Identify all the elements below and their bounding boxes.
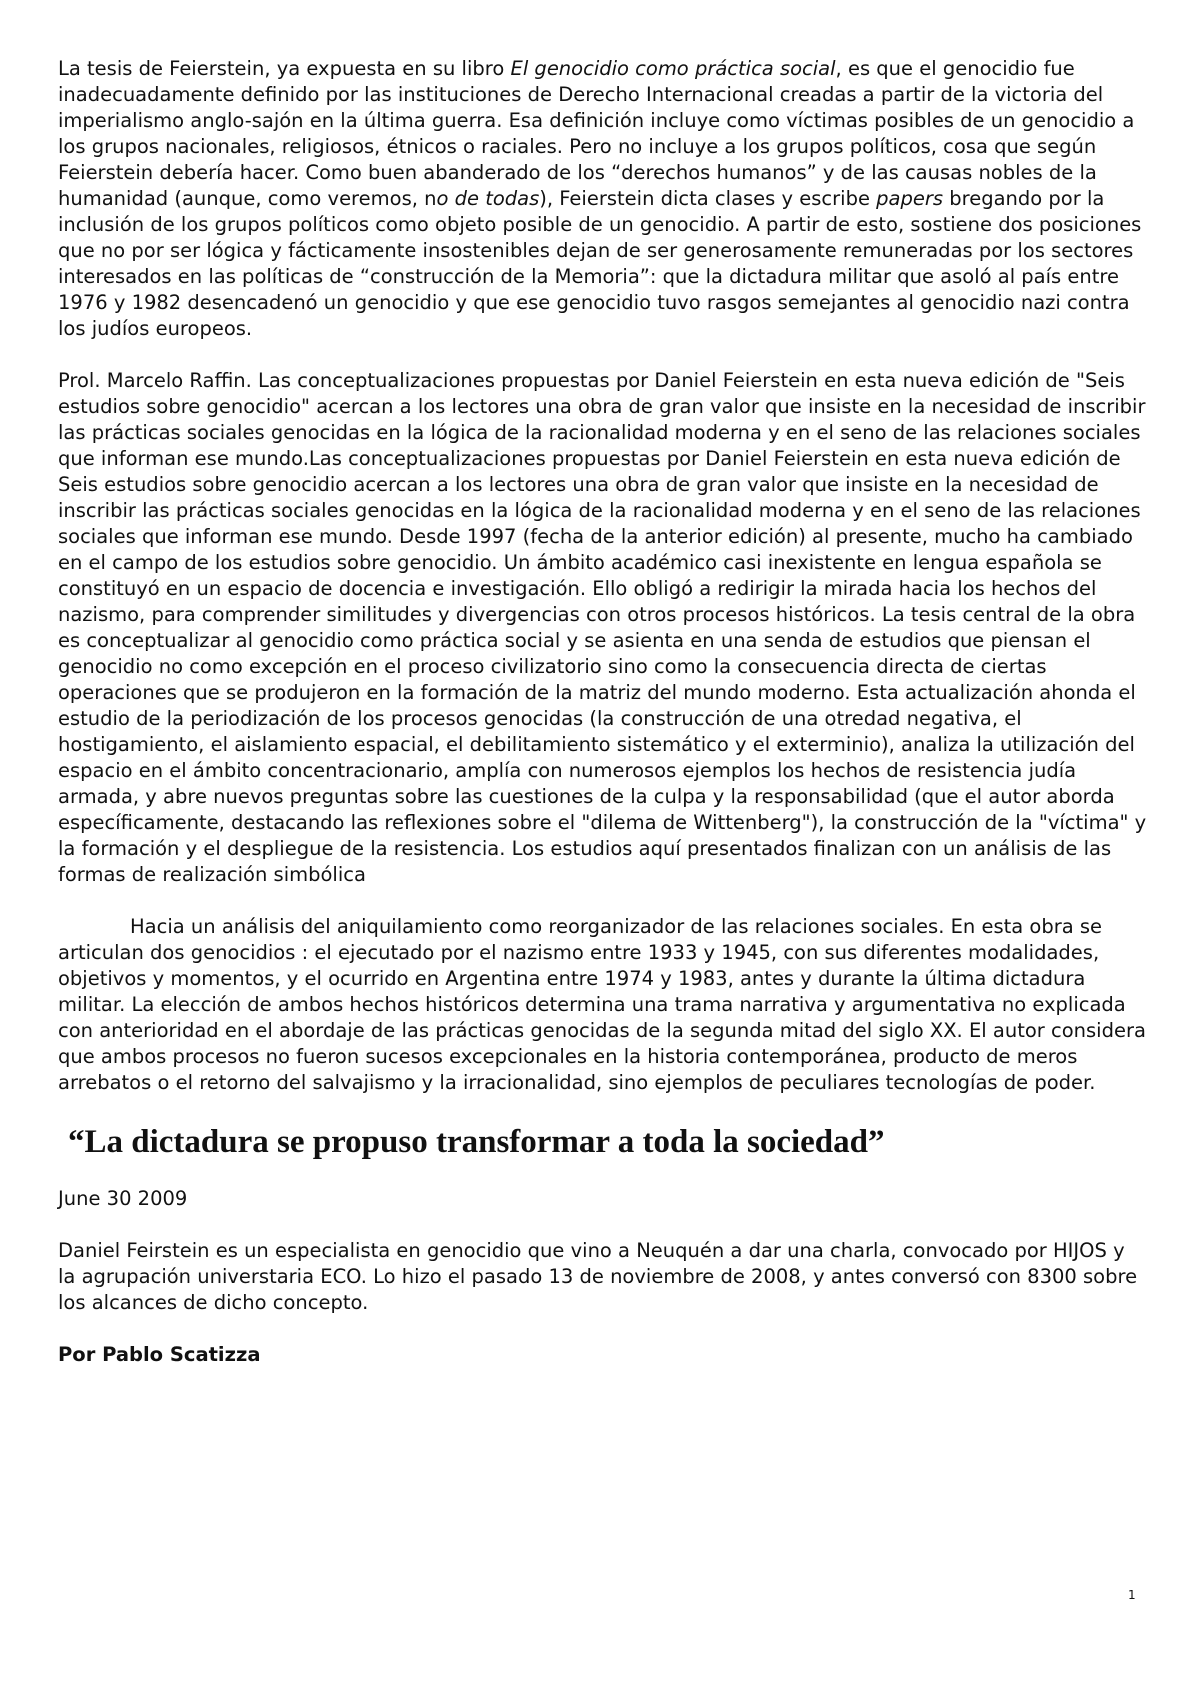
text-run: La tesis de Feierstein, ya expuesta en su libro xyxy=(58,57,511,80)
paragraph-annihilation: Hacia un análisis del aniquilamiento como reorganizador de las relaciones sociales. En esta obra se articulan dos genocidios : el ejecutado por el nazismo entre 1933 y 1945, con sus diferentes modalidades, objetivos y momentos, y el ocurrido en Argentina entre 1974 y 1983, antes y durante la última dictadura militar. La elección de ambos hechos históricos determina una trama narrativa y argumentativa no explicada con anterioridad en el abordaje de las prácticas genocidas de la segunda mitad del siglo XX. El autor considera que ambos procesos no fueron sucesos excepcionales en la historia contemporánea, producto de meros arrebatos o el retorno del salvajismo y la irracionalidad, sino ejemplos de peculiares tecnologías de poder. xyxy=(58,915,1146,1094)
text-run: , es que el genocidio fue inadecuadamente definido por las instituciones de Derecho Internacional creadas a partir de la victoria del imperialismo anglo-sajón en la última guerra. Esa definición incluye como víctimas posibles de un genocidio a los grupos nacionales, religiosos, étnicos o raciales. Pero no incluye a los grupos políticos, cosa que según Feierstein debería hacer. Como buen abanderado de los “derechos humanos” y de las causas nobles de la humanidad (aunque, como veremos, n xyxy=(58,57,1135,210)
emphasis-text: o de todas xyxy=(436,187,540,210)
text-run: ), Feierstein dicta clases y escribe xyxy=(539,187,877,210)
paragraph-prologue: Prol. Marcelo Raffin. Las conceptualizaciones propuestas por Daniel Feierstein en esta nueva edición de "Seis estudios sobre genocidio" acercan a los lectores una obra de gran valor que insiste en la necesidad de inscribir las prácticas sociales genocidas en la lógica de la racionalidad moderna y en el seno de las relaciones sociales que informan ese mundo.Las conceptualizaciones propuestas por Daniel Feierstein en esta nueva edición de Seis estudios sobre genocidio acercan a los lectores una obra de gran valor que insiste en la necesidad de inscribir las prácticas sociales genocidas en la lógica de la racionalidad moderna y en el seno de las relaciones sociales que informan ese mundo. Desde 1997 (fecha de la anterior edición) al presente, mucho ha cambiado en el campo de los estudios sobre genocidio. Un ámbito académico casi inexistente en lengua española se constituyó en un espacio de docencia e investigación. Ello obligó a redirigir la mirada hacia los hechos del nazismo, para comprender similitudes y divergencias con otros procesos históricos. La tesis central de la obra es conceptualizar al genocidio como práctica social y se asienta en una senda de estudios que piensan el genocidio no como excepción en el proceso civilizatorio sino como la consecuencia directa de ciertas operaciones que se produjeron en la formación de la matriz del mundo moderno. Esta actualización ahonda el estudio de la periodización de los procesos genocidas (la construcción de una otredad negativa, el hostigamiento, el aislamiento espacial, el debilitamiento sistemático y el exterminio), analiza la utilización del espacio en el ámbito concentracionario, amplía con numerosos ejemplos los hechos de resistencia judía armada, y abre nuevos preguntas sobre las cuestiones de la culpa y la responsabilidad (que el autor aborda específicamente, destacando las reflexiones sobre el "dilema de Wittenberg"), la construcción de la "víctima" y la formación y el despliegue de la resistencia. Los estudios aquí presentados finalizan con un análisis de las formas de realización simbólica xyxy=(58,369,1147,886)
text-run: bregando por la inclusión de los grupos políticos como objeto posible de un genocidio. A partir de esto, sostiene dos posiciones que no por ser lógica y fácticamente insostenibles dejan de ser generosamente remuneradas por los sectores interesados en las políticas de “construcción de la Memoria”: que la dictadura militar que asoló al país entre 1976 y 1982 desencadenó un genocidio y que ese genocidio tuvo rasgos semejantes al genocidio nazi contra los judíos europeos. xyxy=(58,187,1142,340)
emphasis-papers: papers xyxy=(876,187,944,210)
paragraph-feierstein-thesis xyxy=(58,56,1148,342)
article-heading: “La dictadura se propuso transformar a toda la sociedad” xyxy=(68,1124,885,1160)
author-byline: Por Pablo Scatizza xyxy=(58,1343,261,1366)
page-number: 1 xyxy=(1128,1588,1136,1602)
paragraph-intro: Daniel Feirstein es un especialista en genocidio que vino a Neuquén a dar una charla, convocado por HIJOS y la agrupación universtaria ECO. Lo hizo el pasado 13 de noviembre de 2008, y antes conversó con 8300 sobre los alcances de dicho concepto. xyxy=(58,1239,1138,1314)
article-date: June 30 2009 xyxy=(58,1187,188,1210)
document-page xyxy=(58,56,1148,1368)
book-title: El genocidio como práctica social xyxy=(510,57,836,80)
